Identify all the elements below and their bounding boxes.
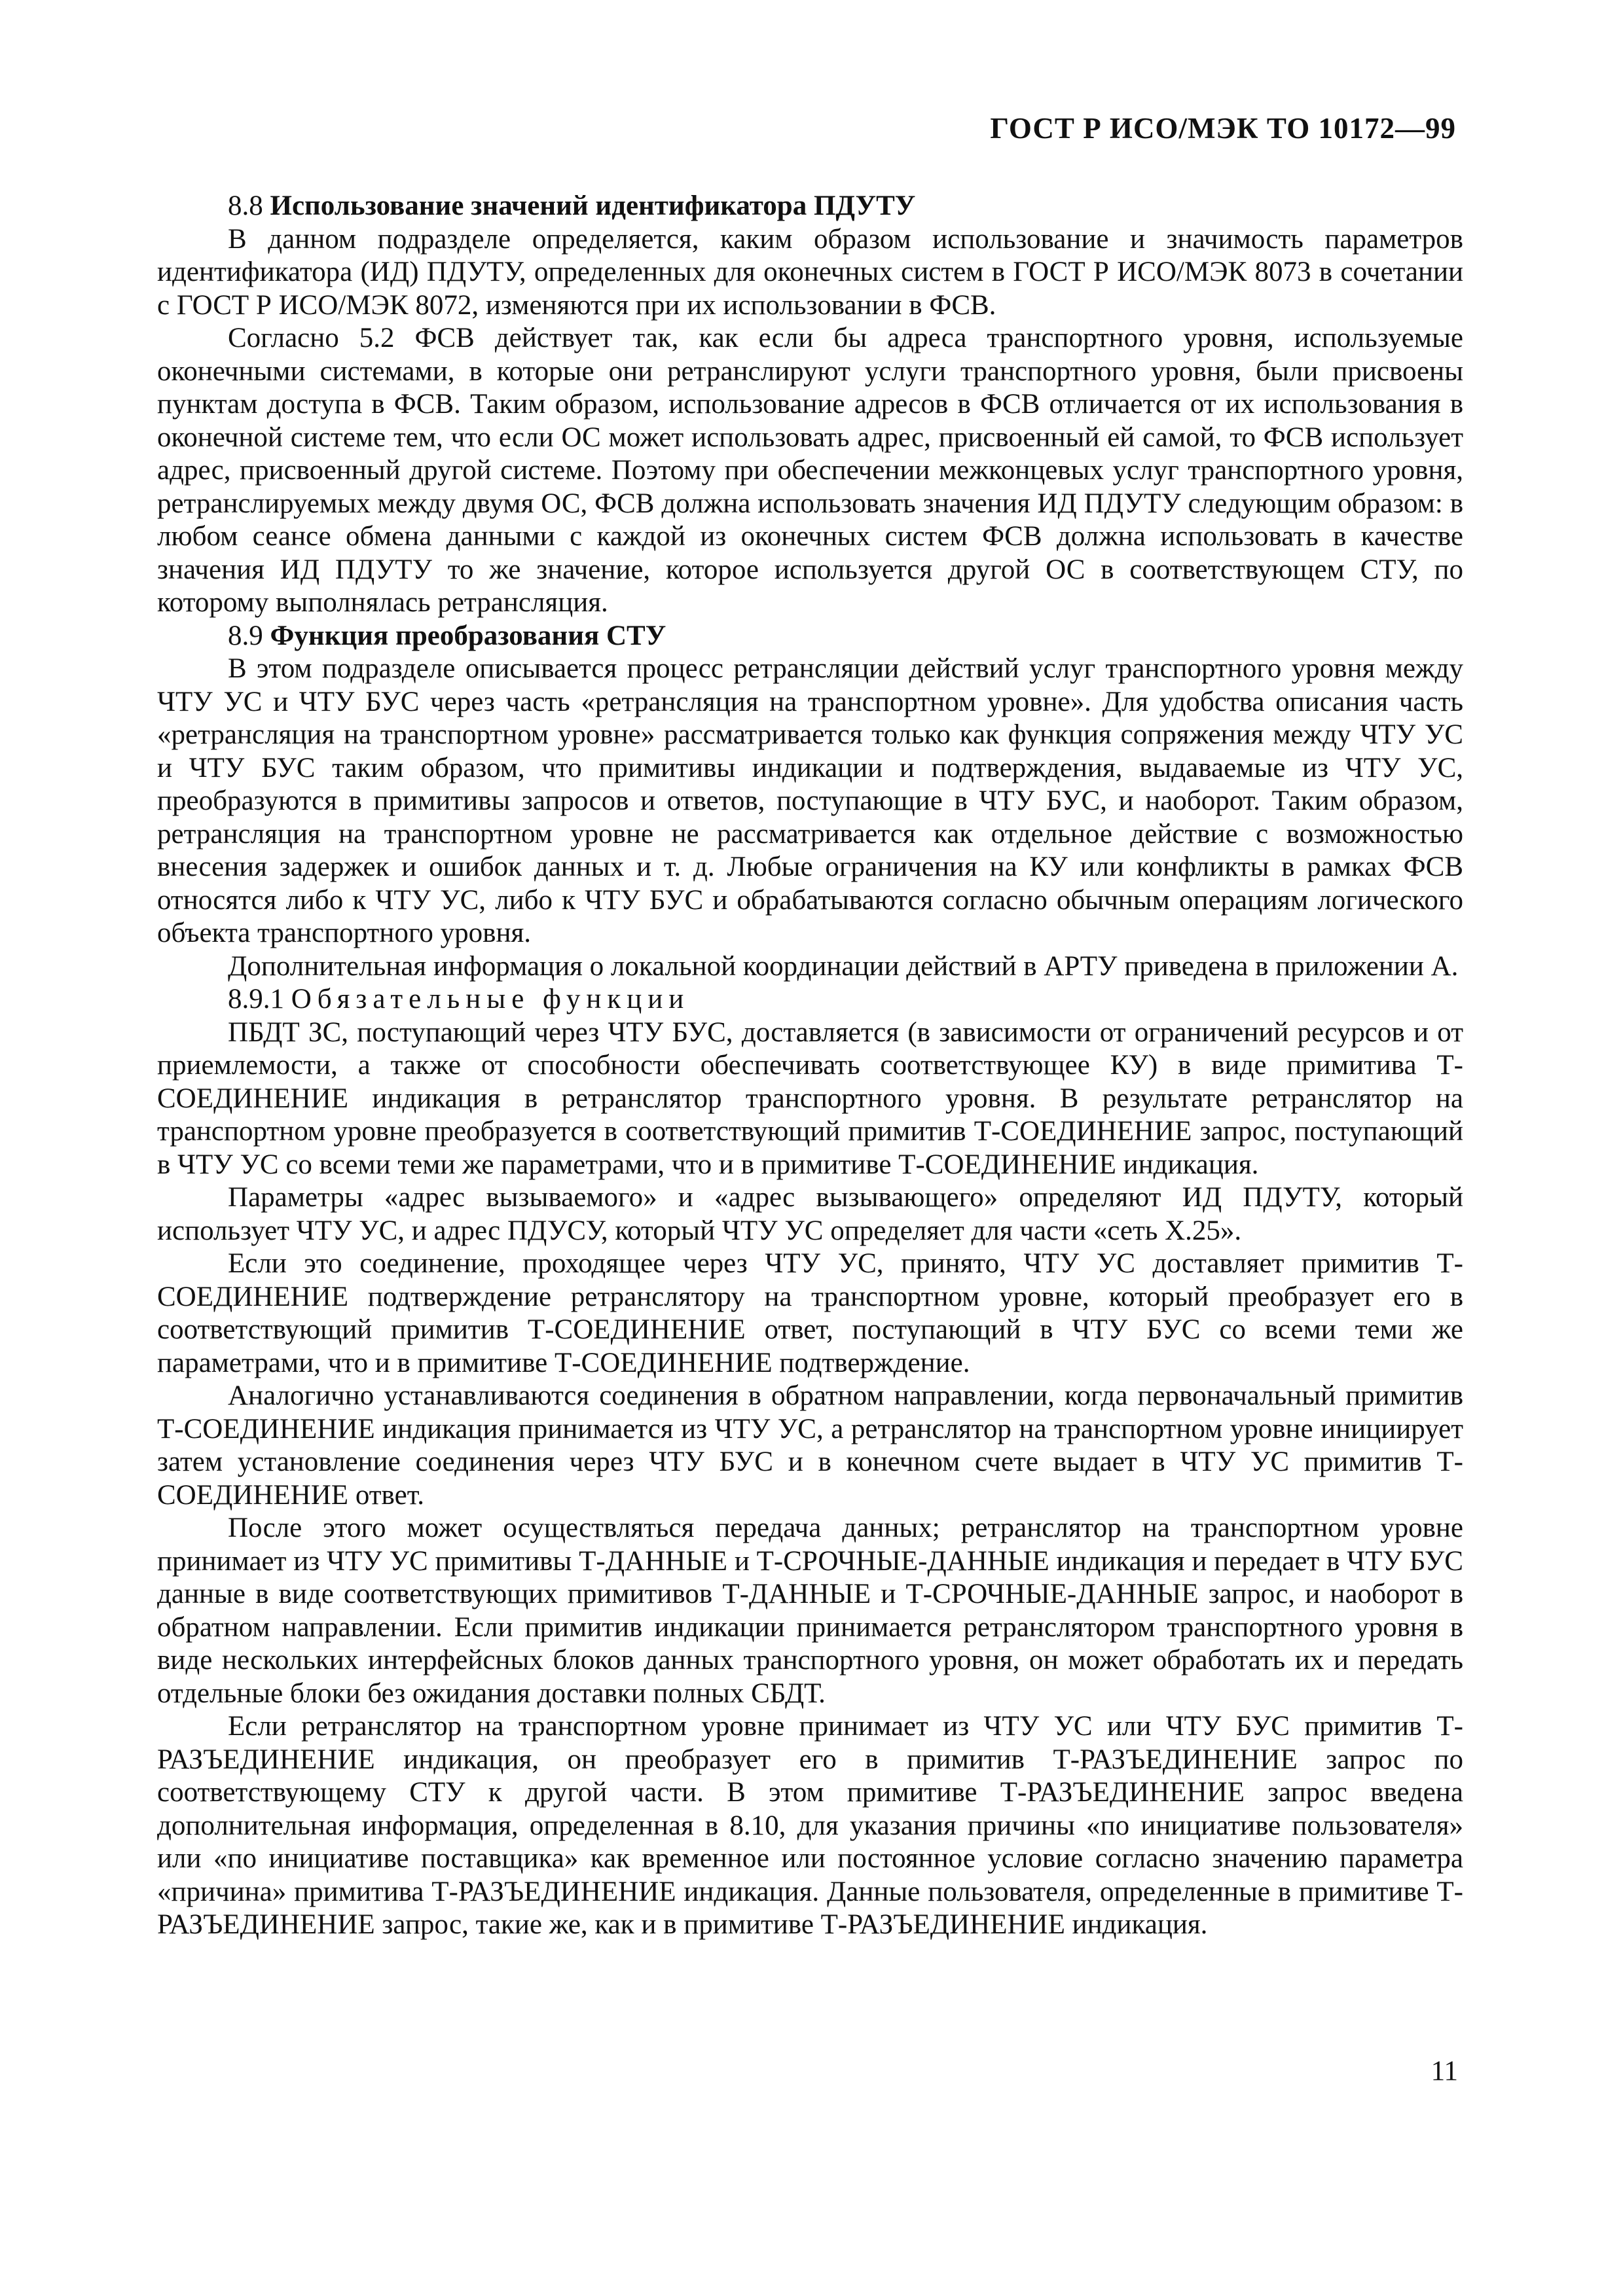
paragraph: Дополнительная информация о локальной координации действий в АРТУ приведена в приложении А. (228, 950, 1459, 982)
paragraph: ПБДТ ЗС, поступающий через ЧТУ БУС, доставляется (в зависимости от ограничений ресурсов и от приемлемости, а также от способности обеспечивать соответствующее КУ) в виде примитива Т-СОЕДИНЕНИЕ индикация в ретранслятор транспортного уровня. В результате ретранслятор на транспортном уровне преобразуется в соответствующий примитив Т-СОЕДИНЕНИЕ запрос, поступающий в ЧТУ УС со всеми теми же параметрами, что и в примитиве Т-СОЕДИНЕНИЕ индикация. (157, 1016, 1463, 1180)
paragraph: В данном подразделе определяется, каким образом использование и значимость параметров идентификатора (ИД) ПДУТУ, определенных для оконечных систем в ГОСТ Р ИСО/МЭК 8073 в сочетании с ГОСТ Р ИСО/МЭК 8072, изменяются при их использовании в ФСВ. (157, 223, 1463, 321)
paragraph: Аналогично устанавливаются соединения в обратном направлении, когда первоначальный примитив Т-СОЕДИНЕНИЕ индикация принимается из ЧТУ УС, а ретранслятор на транспортном уровне инициирует затем установление соединения через ЧТУ БУС и в конечном счете выдает в ЧТУ УС примитив Т-СОЕДИНЕНИЕ ответ. (157, 1380, 1463, 1511)
section-heading-8-8 (157, 190, 1463, 223)
section-title: Использование значений идентификатора ПДУТУ (270, 190, 916, 221)
document-body (157, 190, 1463, 1942)
subsection-title: Обязательные функции (291, 984, 690, 1014)
subsection-heading-8-9-1 (157, 983, 1463, 1016)
paragraph: Согласно 5.2 ФСВ действует так, как если бы адреса транспортного уровня, используемые оконечными системами, в которые они ретранслируют услуги транспортного уровня, были присвоены пунктам доступа в ФСВ. Таким образом, использование адресов в ФСВ отличается от их использования в оконечной системе тем, что если ОС может использовать адрес, присвоенный ей самой, то ФСВ использует адрес, присвоенный другой системе. Поэтому при обеспечении межконцевых услуг транспортного уровня, ретранслируемых между двумя ОС, ФСВ должна использовать значения ИД ПДУТУ следующим образом: в любом сеансе обмена данными с каждой из оконечных систем ФСВ должна использовать в качестве значения ИД ПДУТУ то же значение, которое используется другой ОС в соответствующем СТУ, по которому выполнялась ретрансляция. (157, 323, 1463, 618)
paragraph: В этом подразделе описывается процесс ретрансляции действий услуг транспортного уровня между ЧТУ УС и ЧТУ БУС через часть «ретрансляция на транспортном уровне». Для удобства описания часть «ретрансляция на транспортном уровне» рассматривается только как функция сопряжения между ЧТУ УС и ЧТУ БУС таким образом, что примитивы индикации и подтверждения, выдаваемые из ЧТУ УС, преобразуются в примитивы запросов и ответов, поступающие в ЧТУ БУС, и наоборот. Таким образом, ретрансляция на транспортном уровне не рассматривается как отдельное действие с возможностью внесения задержек и ошибок данных и т. д. Любые ограничения на КУ или конфликты в рамках ФСВ относятся либо к ЧТУ УС, либо к ЧТУ БУС и обрабатываются согласно обычным операциям логического объекта транспортного уровня. (157, 653, 1463, 948)
paragraph: Параметры «адрес вызываемого» и «адрес вызывающего» определяют ИД ПДУТУ, который использует ЧТУ УС, и адрес ПДУСУ, который ЧТУ УС определяет для части «сеть Х.25». (157, 1182, 1463, 1246)
section-number: 8.9 (228, 620, 263, 651)
section-number: 8.8 (228, 190, 263, 221)
paragraph: Если ретранслятор на транспортном уровне принимает из ЧТУ УС или ЧТУ БУС примитив Т-РАЗЪЕДИНЕНИЕ индикация, он преобразует его в примитив Т-РАЗЪЕДИНЕНИЕ запрос по соответствующему СТУ к другой части. В этом примитиве Т-РАЗЪЕДИНЕНИЕ запрос введена дополнительная информация, определенная в 8.10, для указания причины «по инициативе пользователя» или «по инициативе поставщика» как временное или постоянное условие согласно значению параметра «причина» примитива Т-РАЗЪЕДИНЕНИЕ индикация. Данные пользователя, определенные в примитиве Т-РАЗЪЕДИНЕНИЕ запрос, такие же, как и в примитиве Т-РАЗЪЕДИНЕНИЕ индикация. (157, 1711, 1463, 1940)
paragraph: Если это соединение, проходящее через ЧТУ УС, принято, ЧТУ УС доставляет примитив Т-СОЕДИНЕНИЕ подтверждение ретранслятору на транспортном уровне, который преобразует его в соответствующий примитив Т-СОЕДИНЕНИЕ ответ, поступающий в ЧТУ БУС со всеми теми же параметрами, что и в примитиве Т-СОЕДИНЕНИЕ подтверждение. (157, 1248, 1463, 1378)
page-number: 11 (1431, 2056, 1458, 2087)
paragraph: После этого может осуществляться передача данных; ретранслятор на транспортном уровне принимает из ЧТУ УС примитивы Т-ДАННЫЕ и Т-СРОЧНЫЕ-ДАННЫЕ индикация и передает в ЧТУ БУС данные в виде соответствующих примитивов Т-ДАННЫЕ и Т-СРОЧНЫЕ-ДАННЫЕ запрос, и наоборот в обратном направлении. Если примитив индикации принимается ретранслятором транспортного уровня в виде нескольких интерфейсных блоков данных транспортного уровня, он может обработать их и передать отдельные блоки без ожидания доставки полных СБДТ. (157, 1513, 1463, 1709)
section-heading-8-9 (157, 620, 1463, 653)
section-title: Функция преобразования СТУ (270, 620, 666, 651)
document-header: ГОСТ Р ИСО/МЭК ТО 10172—99 (990, 112, 1456, 145)
subsection-number: 8.9.1 (228, 984, 284, 1014)
